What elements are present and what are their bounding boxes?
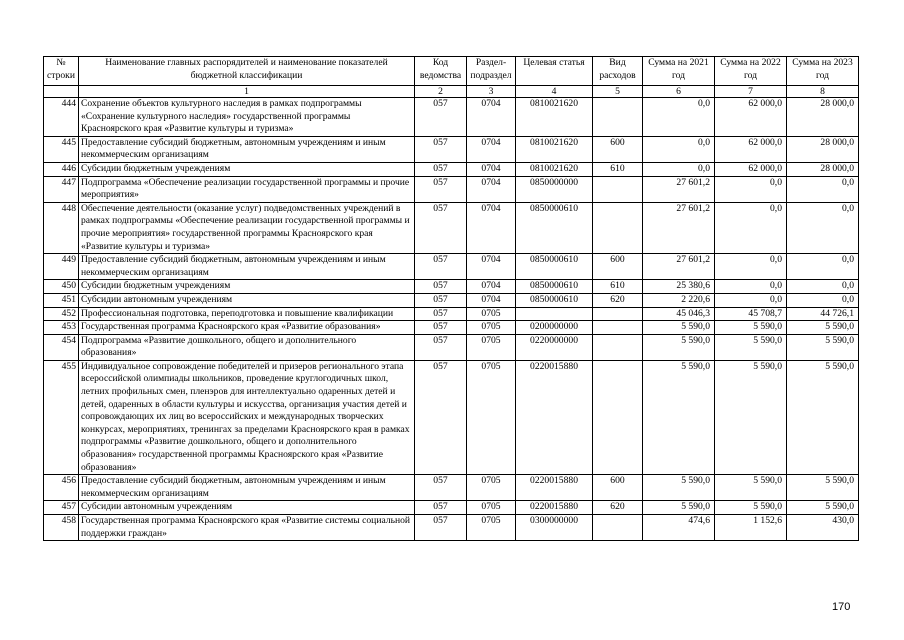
row-name: Индивидуальное сопровождение победителей и призеров регионального этапа всероссийской олимпиады школьников, проведение круглогодичных школ, летних профильных смен, пленэров для интеллектуально одаренных детей и детей, одаренных в области культуры и искусства, организация участия детей и сопровождающих их лиц во всероссийских и международных творческих конкурсах, мероприятиях, тренингах за пределами Красноярского края в рамках подпрограммы «Развитие дошкольного, общего и дополнительного образования» государственной программы Красноярского края «Развитие образования»	[79, 360, 415, 474]
row-sum-2022: 0,0	[715, 176, 787, 202]
row-sum-2021: 0,0	[643, 98, 715, 137]
row-sum-2022: 5 590,0	[715, 475, 787, 501]
table-row	[44, 280, 859, 294]
row-sum-2022: 1 152,6	[715, 515, 787, 541]
row-name: Обеспечение деятельности (оказание услуг) подведомственных учреждений в рамках подпрограммы «Обеспечение реализации государственной программы и прочие мероприятия» государственной программы Красноярского края «Развитие культуры и туризма»	[79, 202, 415, 253]
column-number: 4	[516, 86, 593, 98]
column-number: 1	[79, 86, 415, 98]
row-name: Подпрограмма «Развитие дошкольного, общего и дополнительного образования»	[79, 334, 415, 360]
row-section: 0704	[467, 202, 516, 253]
row-sum-2023: 5 590,0	[787, 475, 859, 501]
row-section: 0704	[467, 254, 516, 280]
row-name: Предоставление субсидий бюджетным, автономным учреждениям и иным некоммерческим организациям	[79, 475, 415, 501]
column-number: 8	[787, 86, 859, 98]
row-code: 057	[415, 515, 467, 541]
row-sum-2022: 5 590,0	[715, 334, 787, 360]
row-name: Подпрограмма «Обеспечение реализации государственной программы и прочие мероприятия»	[79, 176, 415, 202]
row-sum-2022: 5 590,0	[715, 360, 787, 474]
row-sum-2023: 5 590,0	[787, 334, 859, 360]
row-sum-2022: 62 000,0	[715, 162, 787, 176]
row-sum-2021: 474,6	[643, 515, 715, 541]
row-target: 0850000610	[516, 202, 593, 253]
row-sum-2023: 0,0	[787, 176, 859, 202]
header-section: Раздел-подраздел	[467, 57, 516, 86]
header-target: Целевая статья	[516, 57, 593, 86]
table-row	[44, 515, 859, 541]
row-name: Предоставление субсидий бюджетным, автономным учреждениям и иным некоммерческим организациям	[79, 136, 415, 162]
row-sum-2021: 5 590,0	[643, 360, 715, 474]
row-sum-2022: 5 590,0	[715, 321, 787, 335]
table-row	[44, 254, 859, 280]
column-number: 7	[715, 86, 787, 98]
row-sum-2021: 45 046,3	[643, 307, 715, 321]
row-section: 0705	[467, 321, 516, 335]
row-sum-2023: 430,0	[787, 515, 859, 541]
row-code: 057	[415, 475, 467, 501]
row-number: 455	[44, 360, 79, 474]
row-type: 600	[593, 475, 643, 501]
header-sum-2021: Сумма на 2021 год	[643, 57, 715, 86]
row-name: Профессиональная подготовка, переподготовка и повышение квалификации	[79, 307, 415, 321]
column-number: 3	[467, 86, 516, 98]
column-number: 2	[415, 86, 467, 98]
row-sum-2021: 5 590,0	[643, 475, 715, 501]
row-code: 057	[415, 202, 467, 253]
row-target: 0220015880	[516, 501, 593, 515]
row-code: 057	[415, 321, 467, 335]
table-row	[44, 501, 859, 515]
row-code: 057	[415, 334, 467, 360]
row-sum-2021: 5 590,0	[643, 501, 715, 515]
header-sum-2022: Сумма на 2022 год	[715, 57, 787, 86]
row-type	[593, 176, 643, 202]
row-type	[593, 98, 643, 137]
row-target: 0850000000	[516, 176, 593, 202]
row-sum-2023: 0,0	[787, 280, 859, 294]
row-number: 456	[44, 475, 79, 501]
table-row	[44, 475, 859, 501]
row-name: Государственная программа Красноярского края «Развитие образования»	[79, 321, 415, 335]
row-name: Субсидии бюджетным учреждениям	[79, 280, 415, 294]
row-section: 0705	[467, 307, 516, 321]
row-sum-2021: 25 380,6	[643, 280, 715, 294]
table-row	[44, 360, 859, 474]
row-type: 620	[593, 501, 643, 515]
row-target: 0850000610	[516, 293, 593, 307]
row-sum-2023: 5 590,0	[787, 501, 859, 515]
row-sum-2023: 44 726,1	[787, 307, 859, 321]
page-number: 170	[832, 601, 851, 613]
row-sum-2022: 62 000,0	[715, 98, 787, 137]
row-code: 057	[415, 136, 467, 162]
table-row	[44, 98, 859, 137]
row-sum-2022: 45 708,7	[715, 307, 787, 321]
row-code: 057	[415, 501, 467, 515]
row-number: 454	[44, 334, 79, 360]
row-target: 0810021620	[516, 136, 593, 162]
header-sum-2023: Сумма на 2023 год	[787, 57, 859, 86]
row-target: 0300000000	[516, 515, 593, 541]
row-number: 457	[44, 501, 79, 515]
header-code: Код ведомства	[415, 57, 467, 86]
row-number: 448	[44, 202, 79, 253]
table-row	[44, 176, 859, 202]
row-target: 0810021620	[516, 98, 593, 137]
row-sum-2021: 2 220,6	[643, 293, 715, 307]
row-type	[593, 334, 643, 360]
row-number: 452	[44, 307, 79, 321]
row-number: 458	[44, 515, 79, 541]
row-number: 450	[44, 280, 79, 294]
row-code: 057	[415, 293, 467, 307]
row-name: Субсидии автономным учреждениям	[79, 293, 415, 307]
header-row-number: № строки	[44, 57, 79, 86]
row-target: 0850000610	[516, 254, 593, 280]
row-name: Государственная программа Красноярского края «Развитие системы социальной поддержки граждан»	[79, 515, 415, 541]
row-section: 0704	[467, 162, 516, 176]
column-number: 6	[643, 86, 715, 98]
row-name: Сохранение объектов культурного наследия в рамках подпрограммы «Сохранение культурного наследия» государственной программы Красноярского края «Развитие культуры и туризма»	[79, 98, 415, 137]
row-type: 610	[593, 162, 643, 176]
row-sum-2022: 0,0	[715, 202, 787, 253]
row-section: 0704	[467, 98, 516, 137]
header-type: Вид расходов	[593, 57, 643, 86]
row-target: 0850000610	[516, 280, 593, 294]
row-section: 0705	[467, 515, 516, 541]
row-target: 0220015880	[516, 475, 593, 501]
table-row	[44, 293, 859, 307]
row-target	[516, 307, 593, 321]
row-code: 057	[415, 280, 467, 294]
row-type: 620	[593, 293, 643, 307]
row-sum-2021: 27 601,2	[643, 202, 715, 253]
row-section: 0704	[467, 176, 516, 202]
row-number: 445	[44, 136, 79, 162]
row-section: 0704	[467, 293, 516, 307]
row-section: 0705	[467, 334, 516, 360]
header-name: Наименование главных распорядителей и наименование показателей бюджетной классификации	[79, 57, 415, 86]
row-target: 0810021620	[516, 162, 593, 176]
row-sum-2021: 5 590,0	[643, 321, 715, 335]
row-code: 057	[415, 254, 467, 280]
budget-table	[43, 56, 859, 541]
row-sum-2023: 28 000,0	[787, 162, 859, 176]
row-section: 0705	[467, 360, 516, 474]
row-sum-2023: 28 000,0	[787, 136, 859, 162]
row-target: 0220015880	[516, 360, 593, 474]
row-sum-2021: 0,0	[643, 162, 715, 176]
row-sum-2023: 28 000,0	[787, 98, 859, 137]
row-sum-2022: 0,0	[715, 254, 787, 280]
row-number: 449	[44, 254, 79, 280]
column-number-row	[44, 86, 859, 98]
row-type: 600	[593, 136, 643, 162]
row-sum-2023: 0,0	[787, 202, 859, 253]
row-name: Субсидии автономным учреждениям	[79, 501, 415, 515]
header-row	[44, 57, 859, 86]
row-section: 0705	[467, 501, 516, 515]
row-section: 0704	[467, 280, 516, 294]
row-name: Субсидии бюджетным учреждениям	[79, 162, 415, 176]
row-code: 057	[415, 176, 467, 202]
row-sum-2021: 0,0	[643, 136, 715, 162]
row-sum-2023: 5 590,0	[787, 360, 859, 474]
table-row	[44, 334, 859, 360]
row-sum-2022: 5 590,0	[715, 501, 787, 515]
row-sum-2022: 62 000,0	[715, 136, 787, 162]
row-number: 453	[44, 321, 79, 335]
row-type	[593, 515, 643, 541]
table-row	[44, 202, 859, 253]
row-code: 057	[415, 98, 467, 137]
row-type	[593, 360, 643, 474]
row-sum-2023: 0,0	[787, 254, 859, 280]
column-number: 5	[593, 86, 643, 98]
row-number: 446	[44, 162, 79, 176]
table-row	[44, 162, 859, 176]
table-row	[44, 321, 859, 335]
row-number: 444	[44, 98, 79, 137]
row-code: 057	[415, 162, 467, 176]
row-section: 0704	[467, 136, 516, 162]
row-target: 0220000000	[516, 334, 593, 360]
table-row	[44, 136, 859, 162]
row-sum-2021: 27 601,2	[643, 176, 715, 202]
row-sum-2021: 27 601,2	[643, 254, 715, 280]
table-row	[44, 307, 859, 321]
row-code: 057	[415, 360, 467, 474]
row-number: 451	[44, 293, 79, 307]
row-sum-2022: 0,0	[715, 280, 787, 294]
row-code: 057	[415, 307, 467, 321]
column-number-blank	[44, 86, 79, 98]
row-section: 0705	[467, 475, 516, 501]
row-sum-2023: 0,0	[787, 293, 859, 307]
row-type: 610	[593, 280, 643, 294]
row-sum-2023: 5 590,0	[787, 321, 859, 335]
row-number: 447	[44, 176, 79, 202]
row-sum-2021: 5 590,0	[643, 334, 715, 360]
row-name: Предоставление субсидий бюджетным, автономным учреждениям и иным некоммерческим организациям	[79, 254, 415, 280]
row-target: 0200000000	[516, 321, 593, 335]
row-type	[593, 202, 643, 253]
row-type	[593, 307, 643, 321]
row-type: 600	[593, 254, 643, 280]
row-type	[593, 321, 643, 335]
row-sum-2022: 0,0	[715, 293, 787, 307]
